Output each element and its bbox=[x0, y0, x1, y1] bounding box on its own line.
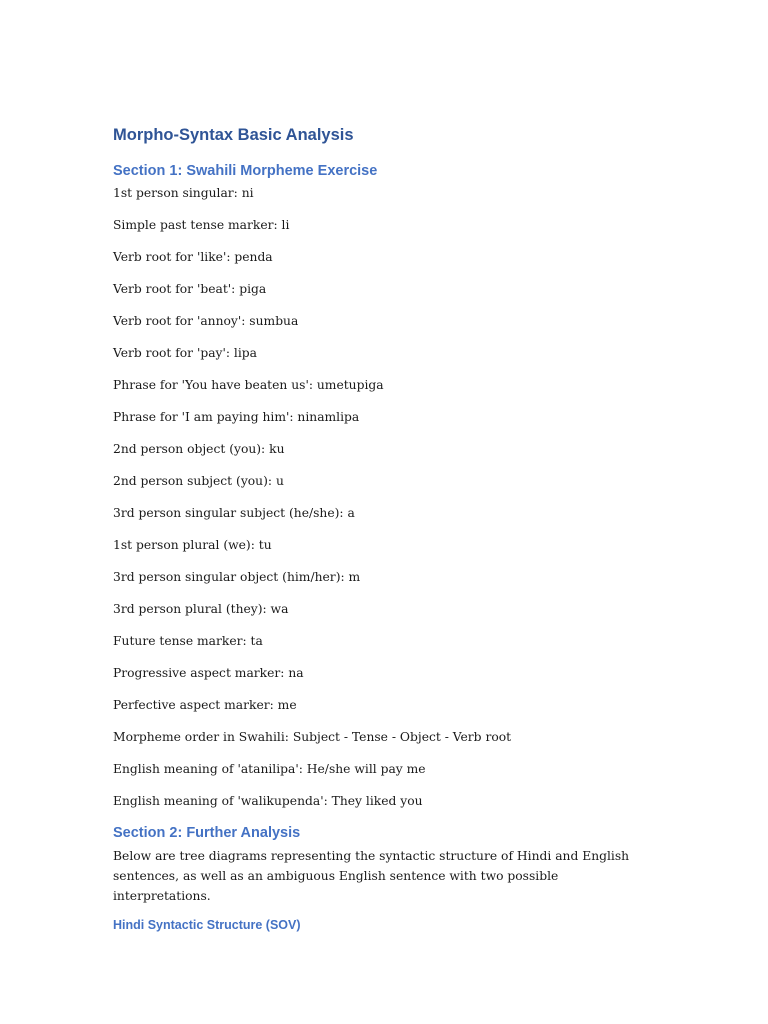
morpheme-item: Perfective aspect marker: me bbox=[113, 698, 297, 712]
morpheme-item: 3rd person singular subject (he/she): a bbox=[113, 506, 355, 520]
morpheme-item: 3rd person plural (they): wa bbox=[113, 602, 289, 616]
morpheme-item: English meaning of 'atanilipa': He/she will pay me bbox=[113, 762, 426, 776]
morpheme-item: Verb root for 'like': penda bbox=[113, 250, 273, 264]
section-1-heading: Section 1: Swahili Morpheme Exercise bbox=[113, 163, 378, 179]
morpheme-list bbox=[113, 183, 653, 811]
morpheme-item: 2nd person subject (you): u bbox=[113, 474, 284, 488]
document-body bbox=[113, 124, 653, 934]
section-2-heading: Section 2: Further Analysis bbox=[113, 825, 301, 841]
morpheme-item: Verb root for 'pay': lipa bbox=[113, 346, 257, 360]
morpheme-item: 2nd person object (you): ku bbox=[113, 442, 285, 456]
morpheme-item: Phrase for 'I am paying him': ninamlipa bbox=[113, 410, 360, 424]
morpheme-item: Future tense marker: ta bbox=[113, 634, 263, 648]
hindi-structure-subheading: Hindi Syntactic Structure (SOV) bbox=[113, 918, 301, 932]
morpheme-item: Morpheme order in Swahili: Subject - Tense - Object - Verb root bbox=[113, 730, 512, 744]
morpheme-item: Verb root for 'beat': piga bbox=[113, 282, 267, 296]
morpheme-item: 1st person singular: ni bbox=[113, 186, 254, 200]
morpheme-item: Verb root for 'annoy': sumbua bbox=[113, 314, 299, 328]
morpheme-item: 1st person plural (we): tu bbox=[113, 538, 272, 552]
section-2-intro: Below are tree diagrams representing the syntactic structure of Hindi and English sentences, as well as an ambiguous English sentence with two possible interpretations. bbox=[113, 849, 630, 903]
morpheme-item: 3rd person singular object (him/her): m bbox=[113, 570, 361, 584]
morpheme-item: Phrase for 'You have beaten us': umetupiga bbox=[113, 378, 384, 392]
document-title: Morpho-Syntax Basic Analysis bbox=[113, 126, 354, 144]
morpheme-item: Simple past tense marker: li bbox=[113, 218, 290, 232]
morpheme-item: English meaning of 'walikupenda': They liked you bbox=[113, 794, 423, 808]
morpheme-item: Progressive aspect marker: na bbox=[113, 666, 304, 680]
